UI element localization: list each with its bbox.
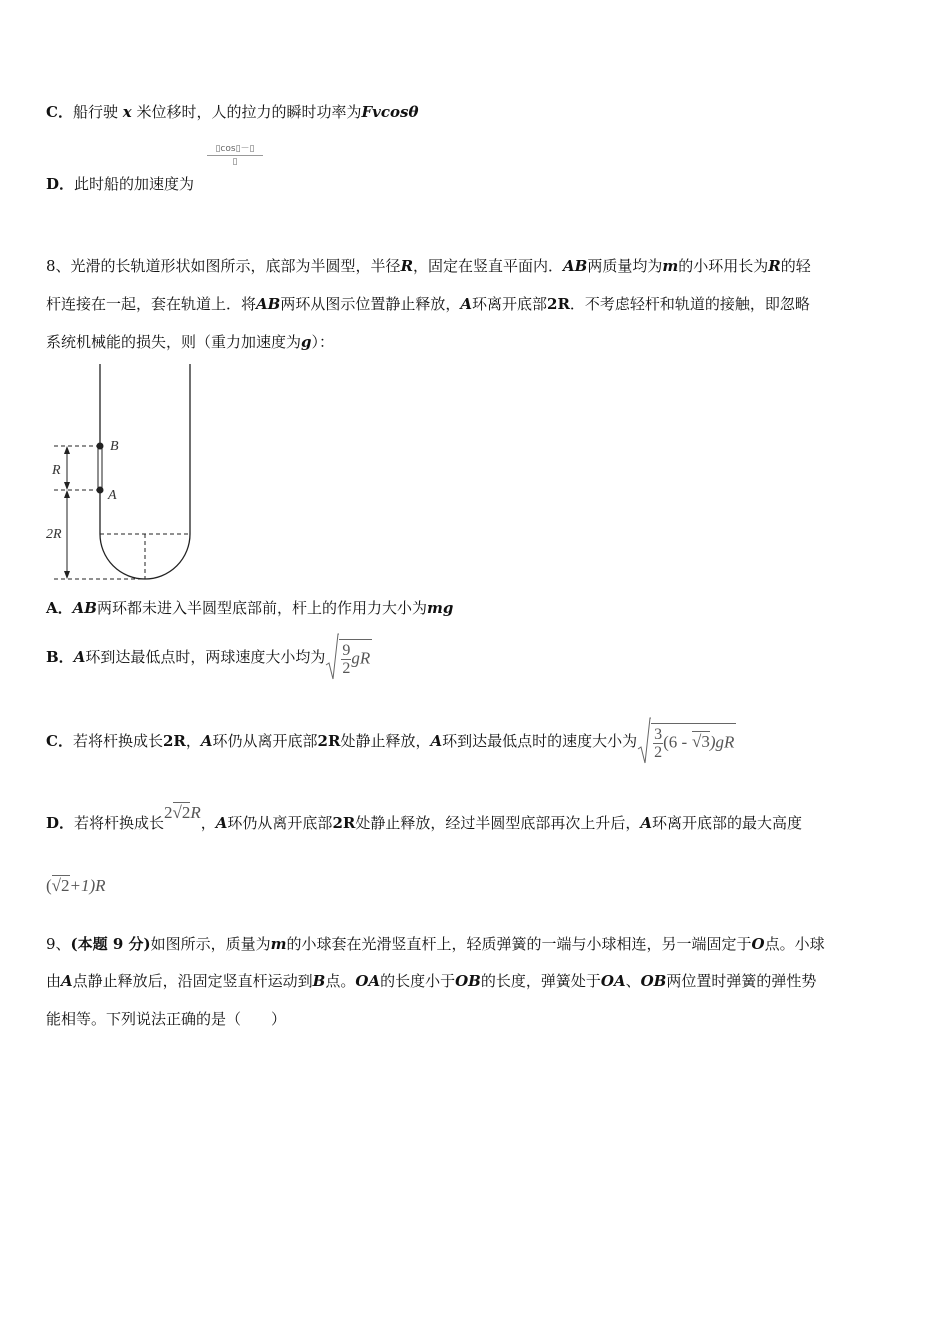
var-2R: 2R [547, 295, 570, 313]
text: 的小球套在光滑竖直杆上，轻质弹簧的一端与小球相连，另一端固定于 [286, 935, 752, 953]
text: 的轻 [780, 257, 811, 275]
option-label: C． [46, 103, 73, 121]
sqrt: √2 [172, 803, 191, 822]
text: 点静止释放后，沿固定竖直杆运动到 [72, 972, 313, 990]
var-B: B [312, 972, 326, 990]
radicand: 2 [181, 803, 191, 822]
text: 若将杆换成长 [74, 814, 165, 832]
numerator: 9 [342, 641, 351, 659]
var-R: R [190, 803, 201, 822]
sqrt-expression [637, 717, 736, 767]
q8-stem-line2 [46, 294, 810, 314]
var-m: m [270, 935, 287, 953]
expr-part: +1)R [69, 876, 106, 895]
length-expression [164, 804, 201, 822]
text: 杆连接在一起，套在轨道上．将 [46, 295, 257, 313]
var-2R: 2R [332, 814, 356, 832]
var-OB: OB [640, 972, 667, 990]
text: 两环都未进入半圆型底部前，杆上的作用力大小为 [96, 599, 427, 617]
text: ， [185, 732, 201, 750]
text: 系统机械能的损失，则（重力加速度为 [46, 333, 302, 351]
text: 处静止释放，经过半圆型底部再次上升后， [355, 814, 641, 832]
q7-option-d [46, 174, 194, 194]
var-A: A [640, 814, 652, 832]
radical-sign [325, 633, 339, 683]
arrow-down-2R [64, 571, 70, 579]
rod [98, 446, 102, 490]
option-label: C． [46, 732, 73, 750]
denominator: 2 [654, 743, 663, 761]
inner-sqrt: √3 [691, 732, 710, 751]
text: 环离开底部的最大高度 [652, 814, 803, 832]
question-number: 8、 [46, 257, 71, 275]
coefficient: 2 [164, 803, 173, 822]
text: 点。小球 [764, 935, 825, 953]
q8-option-d [46, 803, 803, 838]
fraction-denominator: ▯ [232, 157, 238, 167]
text: 如图所示，质量为 [150, 935, 271, 953]
var-A: A [460, 295, 472, 313]
label-B: B [110, 439, 119, 454]
text: ，固定在竖直平面内． [413, 257, 564, 275]
var-O: O [751, 935, 765, 953]
expr-part: (6 - [663, 732, 688, 751]
text: 的小环用长为 [678, 257, 769, 275]
sqrt-expression [325, 633, 372, 683]
expr: Fvcosθ [361, 103, 419, 121]
sqrt: √2 [51, 876, 70, 895]
option-label: B． [46, 648, 74, 666]
text: 环离开底部 [472, 295, 548, 313]
label-A: A [108, 488, 117, 503]
expr-part: )gR [709, 732, 735, 751]
text: 此时船的加速度为 [74, 175, 195, 193]
var-R: R [400, 257, 414, 275]
expr-part: ( [46, 876, 52, 895]
text: 光滑的长轨道形状如图所示，底部为半圆型，半径 [70, 257, 401, 275]
q8-option-a [46, 598, 453, 618]
arrow-up-2R [64, 490, 70, 498]
text: 的长度小于 [380, 972, 456, 990]
q8-option-c [46, 716, 736, 767]
track-diagram [40, 360, 210, 586]
var-OA: OA [600, 972, 626, 990]
arrow-up-R [64, 446, 70, 454]
text: ， [200, 814, 216, 832]
var-x: x [122, 103, 132, 121]
text: 能相等。下列说法正确的是（ ） [46, 1010, 287, 1028]
radicand: 3 [701, 732, 710, 751]
var-A: A [215, 814, 228, 832]
q9-stem-line3 [46, 1009, 286, 1029]
text: 环到达最低点时的速度大小为 [442, 732, 638, 750]
var-m: m [662, 257, 679, 275]
text: 船行驶 [72, 103, 118, 121]
text: 两位置时弹簧的弹性势 [666, 972, 817, 990]
score-tag: (本题 9 分) [70, 935, 151, 953]
text: 若将杆换成长 [72, 732, 163, 750]
text: 两质量均为 [587, 257, 663, 275]
var-A: A [200, 732, 213, 750]
var-AB: AB [563, 257, 588, 275]
fraction [341, 642, 351, 677]
question-number: 9、 [46, 935, 71, 953]
var-OB: OB [455, 972, 481, 990]
arrow-down-R [64, 482, 70, 490]
q9-stem-line2 [46, 971, 816, 991]
text: 处静止释放， [340, 732, 431, 750]
option-label: A． [46, 599, 73, 617]
fraction-numerator: ▯cos▯－▯ [207, 143, 263, 156]
var-g: g [301, 333, 312, 351]
q8-stem-line1 [46, 256, 811, 276]
q7-option-c [46, 102, 418, 122]
text: 点。 [325, 972, 356, 990]
q8-option-b [46, 632, 372, 683]
text: 环仍从离开底部 [227, 814, 333, 832]
var-AB: AB [256, 295, 281, 313]
label-R: R [52, 463, 61, 478]
var-R: R [768, 257, 781, 275]
text: 环到达最低点时，两球速度大小均为 [85, 648, 326, 666]
option-label: D． [46, 814, 75, 832]
var-2R: 2R [317, 732, 341, 750]
text: 环仍从离开底部 [212, 732, 318, 750]
text: 米位移时，人的拉力的瞬时功率为 [136, 103, 362, 121]
text: 的长度，弹簧处于 [480, 972, 601, 990]
q7-option-d-fraction [207, 143, 263, 168]
var-mg: mg [426, 599, 454, 617]
var-OA: OA [355, 972, 381, 990]
var-AB: AB [72, 599, 97, 617]
text: 两环从图示位置静止释放， [280, 295, 461, 313]
q8-stem-line3 [46, 332, 334, 352]
text: ）： [311, 333, 335, 351]
text: 、 [625, 972, 641, 990]
text: 由 [46, 972, 62, 990]
text: ．不考虑轻杆和轨道的接触，即忽略 [569, 295, 810, 313]
label-2R: 2R [46, 527, 62, 542]
var-A: A [61, 972, 73, 990]
numerator: 3 [654, 725, 663, 743]
var-A: A [430, 732, 443, 750]
q8-option-d-answer [46, 876, 106, 896]
q9-stem-line1 [46, 934, 825, 954]
var-gR: gR [351, 648, 371, 667]
option-label: D． [46, 175, 75, 193]
fraction [653, 726, 663, 761]
var-A: A [73, 648, 86, 666]
radicand: 2 [61, 876, 70, 895]
var-2R: 2R [162, 732, 186, 750]
denominator: 2 [342, 659, 351, 677]
radical-sign [637, 717, 651, 767]
